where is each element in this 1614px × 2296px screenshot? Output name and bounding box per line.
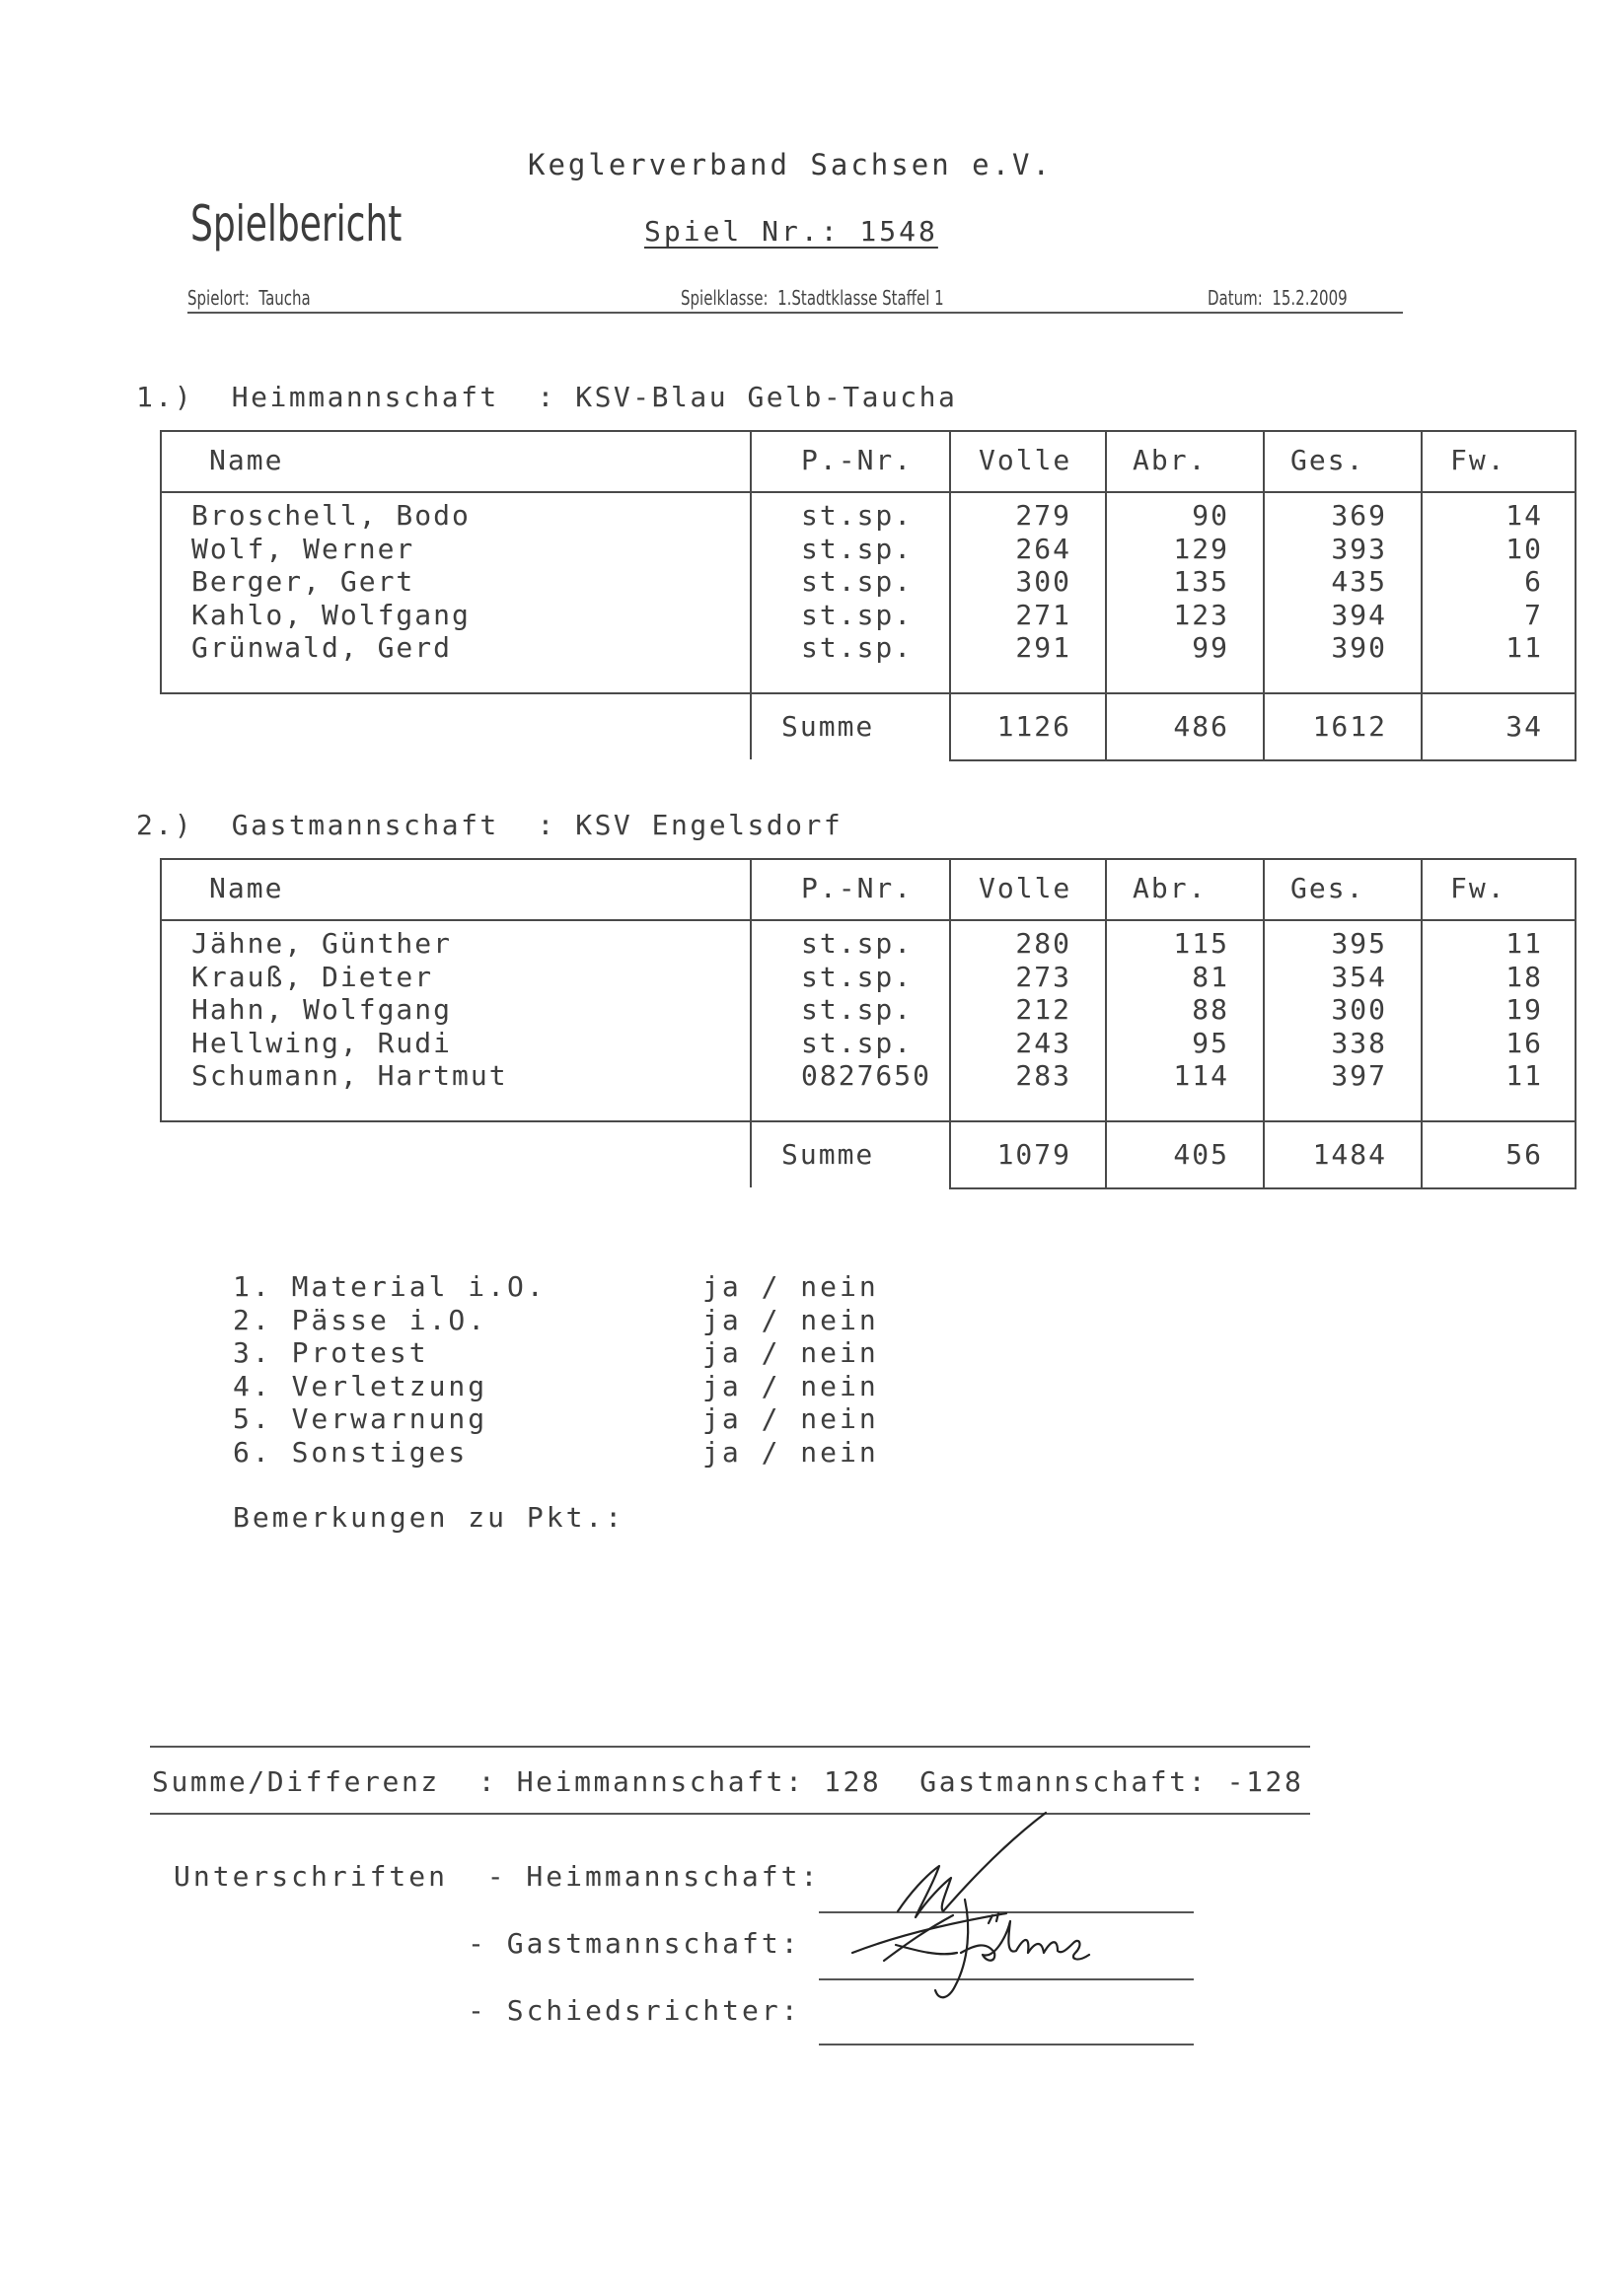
- checklist-option: ja / nein: [702, 1402, 879, 1435]
- header-divider: [160, 919, 1577, 921]
- col-header-pnr: P.-Nr.: [801, 444, 914, 476]
- signature-referee-label: - Schiedsrichter:: [468, 1994, 801, 2027]
- player-ges: 390: [1331, 631, 1387, 664]
- player-number: st.sp.: [801, 993, 914, 1026]
- league-class: Spielklasse: 1.Stadtklasse Staffel 1: [681, 286, 944, 310]
- col-header-ges: Ges.: [1290, 872, 1365, 904]
- player-number: st.sp.: [801, 499, 914, 532]
- player-ges: 369: [1331, 499, 1387, 532]
- col-header-abr: Abr.: [1133, 872, 1208, 904]
- player-name: Wolf, Werner: [191, 532, 415, 565]
- checklist-item: 3. Protest: [233, 1336, 429, 1369]
- player-name: Schumann, Hartmut: [191, 1059, 508, 1092]
- player-abr: 90: [1192, 499, 1229, 532]
- checklist-option: ja / nein: [702, 1303, 879, 1336]
- player-fw: 7: [1524, 598, 1543, 631]
- game-number: Spiel Nr.: 1548: [644, 215, 938, 248]
- remarks-label: Bemerkungen zu Pkt.:: [233, 1501, 625, 1534]
- player-name: Berger, Gert: [191, 565, 415, 598]
- signatures-label: Unterschriften - Heimmannschaft:: [174, 1860, 821, 1893]
- player-volle: 243: [1015, 1026, 1071, 1059]
- player-name: Grünwald, Gerd: [191, 631, 453, 664]
- player-ges: 300: [1331, 993, 1387, 1026]
- checklist-item: 6. Sonstiges: [233, 1435, 469, 1469]
- player-ges: 338: [1331, 1026, 1387, 1059]
- player-abr: 88: [1192, 993, 1229, 1026]
- checklist-item: 1. Material i.O.: [233, 1270, 547, 1303]
- col-header-name: Name: [209, 444, 284, 476]
- player-volle: 273: [1015, 960, 1071, 993]
- col-header-fw: Fw.: [1450, 444, 1506, 476]
- checklist-option: ja / nein: [702, 1270, 879, 1303]
- player-number: st.sp.: [801, 631, 914, 664]
- player-ges: 395: [1331, 927, 1387, 960]
- player-fw: 10: [1505, 532, 1543, 565]
- summe-volle: 1079: [996, 1138, 1071, 1171]
- player-ges: 354: [1331, 960, 1387, 993]
- player-name: Broschell, Bodo: [191, 499, 471, 532]
- player-abr: 129: [1173, 532, 1229, 565]
- header-underline: [187, 312, 1403, 314]
- checklist-item: 2. Pässe i.O.: [233, 1303, 488, 1336]
- col-header-pnr: P.-Nr.: [801, 872, 914, 904]
- player-name: Kahlo, Wolfgang: [191, 598, 471, 631]
- column-divider: [1575, 1122, 1577, 1187]
- col-header-name: Name: [209, 872, 284, 904]
- player-number: st.sp.: [801, 532, 914, 565]
- summe-abr: 486: [1173, 710, 1229, 743]
- col-header-fw: Fw.: [1450, 872, 1506, 904]
- home-team-heading: 1.) Heimmannschaft : KSV-Blau Gelb-Taucha: [136, 381, 958, 413]
- col-header-volle: Volle: [979, 444, 1072, 476]
- player-abr: 114: [1173, 1059, 1229, 1092]
- handwritten-signatures: [848, 1805, 1144, 2012]
- score-difference: Summe/Differenz : Heimmannschaft: 128 Gastmannschaft: -128: [152, 1765, 1304, 1798]
- checklist-option: ja / nein: [702, 1336, 879, 1369]
- player-volle: 271: [1015, 598, 1071, 631]
- summe-fw: 56: [1505, 1138, 1543, 1171]
- player-number: st.sp.: [801, 565, 914, 598]
- player-fw: 19: [1505, 993, 1543, 1026]
- summe-abr: 405: [1173, 1138, 1229, 1171]
- checklist-option: ja / nein: [702, 1435, 879, 1469]
- player-number: st.sp.: [801, 598, 914, 631]
- summe-volle: 1126: [996, 710, 1071, 743]
- player-volle: 212: [1015, 993, 1071, 1026]
- signature-guest-label: - Gastmannschaft:: [468, 1927, 801, 1960]
- player-volle: 280: [1015, 927, 1071, 960]
- player-name: Jähne, Günther: [191, 927, 453, 960]
- column-divider: [750, 858, 752, 1187]
- col-header-abr: Abr.: [1133, 444, 1208, 476]
- document-title: Spielbericht: [190, 195, 403, 252]
- summe-label: Summe: [781, 710, 875, 743]
- player-abr: 115: [1173, 927, 1229, 960]
- header-divider: [160, 491, 1577, 493]
- player-name: Hahn, Wolfgang: [191, 993, 453, 1026]
- column-divider: [750, 430, 752, 759]
- player-fw: 11: [1505, 1059, 1543, 1092]
- player-ges: 435: [1331, 565, 1387, 598]
- federation-name: Keglerverband Sachsen e.V.: [528, 148, 1053, 181]
- summe-bottom-rule: [949, 759, 1577, 761]
- summe-label: Summe: [781, 1138, 875, 1171]
- player-fw: 14: [1505, 499, 1543, 532]
- player-abr: 135: [1173, 565, 1229, 598]
- summe-ges: 1612: [1312, 710, 1387, 743]
- player-fw: 6: [1524, 565, 1543, 598]
- player-abr: 123: [1173, 598, 1229, 631]
- signature-line-referee: [819, 2044, 1194, 2045]
- player-fw: 11: [1505, 631, 1543, 664]
- player-number: st.sp.: [801, 1026, 914, 1059]
- player-ges: 393: [1331, 532, 1387, 565]
- summe-fw: 34: [1505, 710, 1543, 743]
- match-date: Datum: 15.2.2009: [1208, 286, 1348, 310]
- player-volle: 283: [1015, 1059, 1071, 1092]
- player-fw: 11: [1505, 927, 1543, 960]
- checklist-item: 4. Verletzung: [233, 1369, 488, 1402]
- summe-ges: 1484: [1312, 1138, 1387, 1171]
- checklist-option: ja / nein: [702, 1369, 879, 1402]
- difference-top-rule: [150, 1746, 1310, 1748]
- player-abr: 99: [1192, 631, 1229, 664]
- column-divider: [1575, 694, 1577, 759]
- checklist-item: 5. Verwarnung: [233, 1402, 488, 1435]
- player-number: 0827650: [801, 1059, 932, 1092]
- player-name: Krauß, Dieter: [191, 960, 434, 993]
- player-fw: 16: [1505, 1026, 1543, 1059]
- guest-team-heading: 2.) Gastmannschaft : KSV Engelsdorf: [136, 809, 844, 841]
- player-number: st.sp.: [801, 927, 914, 960]
- player-ges: 397: [1331, 1059, 1387, 1092]
- player-abr: 81: [1192, 960, 1229, 993]
- player-number: st.sp.: [801, 960, 914, 993]
- player-abr: 95: [1192, 1026, 1229, 1059]
- player-volle: 300: [1015, 565, 1071, 598]
- col-header-volle: Volle: [979, 872, 1072, 904]
- venue: Spielort: Taucha: [187, 286, 311, 310]
- player-volle: 291: [1015, 631, 1071, 664]
- player-ges: 394: [1331, 598, 1387, 631]
- player-volle: 279: [1015, 499, 1071, 532]
- summe-bottom-rule: [949, 1187, 1577, 1189]
- player-name: Hellwing, Rudi: [191, 1026, 453, 1059]
- player-fw: 18: [1505, 960, 1543, 993]
- player-volle: 264: [1015, 532, 1071, 565]
- col-header-ges: Ges.: [1290, 444, 1365, 476]
